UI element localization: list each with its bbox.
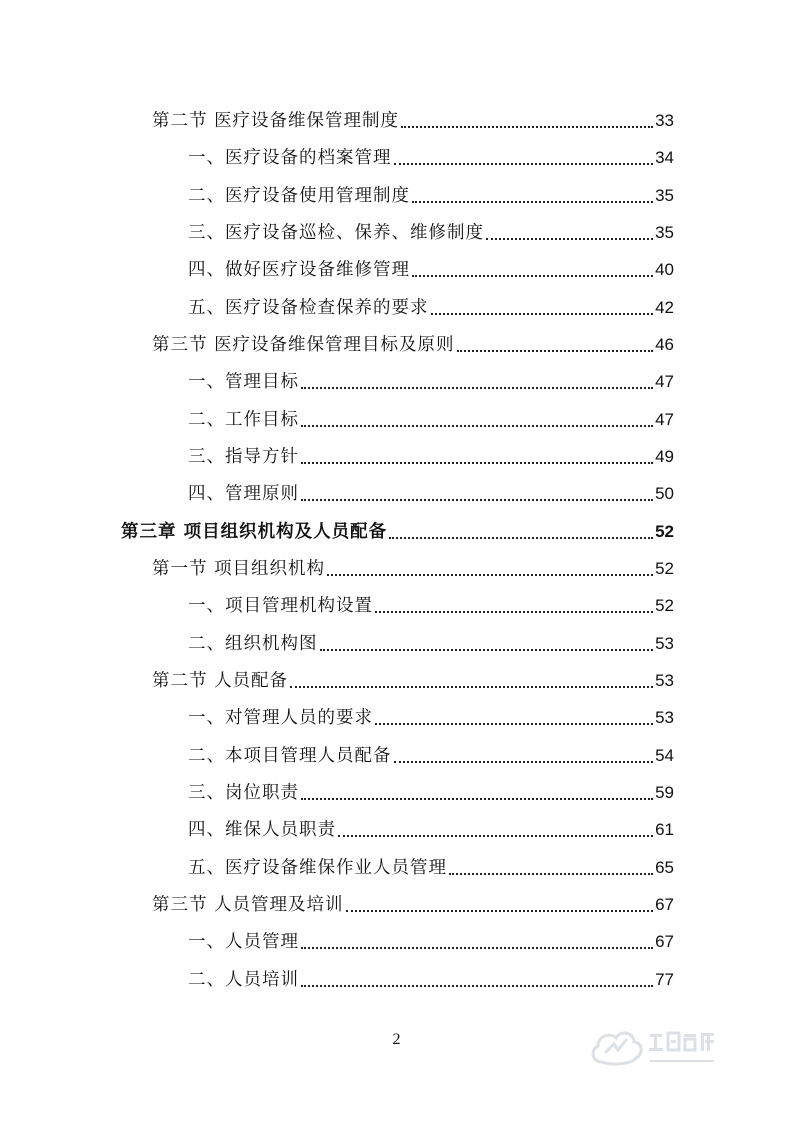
toc-entry[interactable] xyxy=(152,330,674,356)
toc-entry-title: 一、对管理人员的要求 xyxy=(188,708,373,728)
toc-entry-page: 61 xyxy=(655,820,674,839)
toc-entry-page: 33 xyxy=(655,111,674,130)
toc-entry-page: 52 xyxy=(655,559,674,578)
toc-entry-title: 第三节 医疗设备维保管理目标及原则 xyxy=(152,335,455,355)
toc-dot-leader xyxy=(412,275,653,277)
toc-entry[interactable] xyxy=(152,890,674,916)
toc-entry-title: 第二节 人员配备 xyxy=(152,671,289,691)
toc-dot-leader xyxy=(457,350,654,352)
toc-dot-leader xyxy=(412,201,653,203)
toc-entry-title: 五、医疗设备维保作业人员管理 xyxy=(188,858,447,878)
toc-chapter-entry[interactable] xyxy=(121,517,674,543)
toc-entry-page: 67 xyxy=(655,932,674,951)
toc-entry-page: 52 xyxy=(655,596,674,615)
toc-entry-title: 一、医疗设备的档案管理 xyxy=(188,148,392,168)
toc-entry[interactable] xyxy=(188,741,674,767)
toc-dot-leader xyxy=(394,163,654,165)
toc-dot-leader xyxy=(394,761,654,763)
toc-dot-leader xyxy=(338,835,653,837)
toc-entry-page: 40 xyxy=(655,260,674,279)
toc-entry-title: 四、管理原则 xyxy=(188,484,299,504)
toc-entry-title: 二、组织机构图 xyxy=(188,634,318,654)
toc-entry[interactable] xyxy=(188,629,674,655)
toc-entry-title: 第二节 医疗设备维保管理制度 xyxy=(152,111,400,131)
toc-entry[interactable] xyxy=(188,255,674,281)
toc-dot-leader xyxy=(290,686,653,688)
toc-dot-leader xyxy=(486,238,653,240)
toc-entry-title: 三、指导方针 xyxy=(188,447,299,467)
toc-dot-leader xyxy=(389,537,653,539)
toc-entry-title: 二、本项目管理人员配备 xyxy=(188,746,392,766)
toc-entry-page: 42 xyxy=(655,298,674,317)
toc-entry[interactable] xyxy=(188,293,674,319)
toc-entry[interactable] xyxy=(188,853,674,879)
toc-entry-title: 三、医疗设备巡检、保养、维修制度 xyxy=(188,223,484,243)
toc-entry[interactable] xyxy=(188,703,674,729)
toc-entry[interactable] xyxy=(188,815,674,841)
toc-entry[interactable] xyxy=(188,965,674,991)
toc-entry-title: 第一节 项目组织机构 xyxy=(152,559,326,579)
toc-entry-page: 65 xyxy=(655,858,674,877)
toc-entry-page: 47 xyxy=(655,372,674,391)
toc-entry-page: 59 xyxy=(655,783,674,802)
toc-entry[interactable] xyxy=(188,442,674,468)
toc-entry-title: 五、医疗设备检查保养的要求 xyxy=(188,298,429,318)
toc-dot-leader xyxy=(431,313,654,315)
toc-entry-page: 52 xyxy=(655,522,674,541)
toc-entry-page: 35 xyxy=(655,223,674,242)
watermark-cloud-icon xyxy=(593,1033,641,1064)
toc-entry-title: 四、维保人员职责 xyxy=(188,820,336,840)
toc-entry-title: 第三章 项目组织机构及人员配备 xyxy=(121,522,388,542)
toc-entry[interactable] xyxy=(188,591,674,617)
toc-entry-page: 77 xyxy=(655,970,674,989)
toc-entry-page: 35 xyxy=(655,186,674,205)
toc-dot-leader xyxy=(320,649,654,651)
toc-entry-page: 46 xyxy=(655,335,674,354)
toc-entry-title: 三、岗位职责 xyxy=(188,783,299,803)
toc-entry-title: 四、做好医疗设备维修管理 xyxy=(188,260,410,280)
toc-entry[interactable] xyxy=(152,106,674,132)
toc-entry-page: 34 xyxy=(655,148,674,167)
toc-entry-title: 第三节 人员管理及培训 xyxy=(152,895,344,915)
toc-entry-title: 一、人员管理 xyxy=(188,932,299,952)
toc-dot-leader xyxy=(301,499,653,501)
toc-dot-leader xyxy=(346,910,654,912)
toc-entry[interactable] xyxy=(152,554,674,580)
toc-entry-title: 一、管理目标 xyxy=(188,372,299,392)
toc-entry[interactable] xyxy=(152,666,674,692)
toc-entry-page: 53 xyxy=(655,708,674,727)
toc-entry-page: 49 xyxy=(655,447,674,466)
toc-entry-title: 一、项目管理机构设置 xyxy=(188,596,373,616)
toc-dot-leader xyxy=(449,873,653,875)
toc-entry[interactable] xyxy=(188,479,674,505)
toc-entry[interactable] xyxy=(188,405,674,431)
toc-dot-leader xyxy=(401,126,653,128)
toc-entry[interactable] xyxy=(188,181,674,207)
toc-entry-page: 47 xyxy=(655,410,674,429)
toc-dot-leader xyxy=(375,611,653,613)
toc-entry-title: 二、人员培训 xyxy=(188,970,299,990)
toc-entry-page: 67 xyxy=(655,895,674,914)
toc-entry-page: 53 xyxy=(655,634,674,653)
toc-entry[interactable] xyxy=(188,927,674,953)
toc-entry-page: 54 xyxy=(655,746,674,765)
toc-entry[interactable] xyxy=(188,143,674,169)
toc-entry[interactable] xyxy=(188,778,674,804)
page-number: 2 xyxy=(392,1031,401,1048)
toc-entry-title: 二、工作目标 xyxy=(188,410,299,430)
toc-dot-leader xyxy=(301,985,653,987)
toc-dot-leader xyxy=(301,387,653,389)
toc-entry[interactable] xyxy=(188,218,674,244)
toc-entry-page: 50 xyxy=(655,484,674,503)
watermark-wordmark xyxy=(649,1033,714,1062)
watermark-logo xyxy=(588,1022,758,1078)
toc-entry-title: 二、医疗设备使用管理制度 xyxy=(188,186,410,206)
toc-entry[interactable] xyxy=(188,367,674,393)
toc-dot-leader xyxy=(327,574,653,576)
toc-dot-leader xyxy=(375,723,653,725)
toc-entry-page: 53 xyxy=(655,671,674,690)
toc-dot-leader xyxy=(301,462,653,464)
toc-dot-leader xyxy=(301,798,653,800)
toc-dot-leader xyxy=(301,947,653,949)
toc-dot-leader xyxy=(301,425,653,427)
